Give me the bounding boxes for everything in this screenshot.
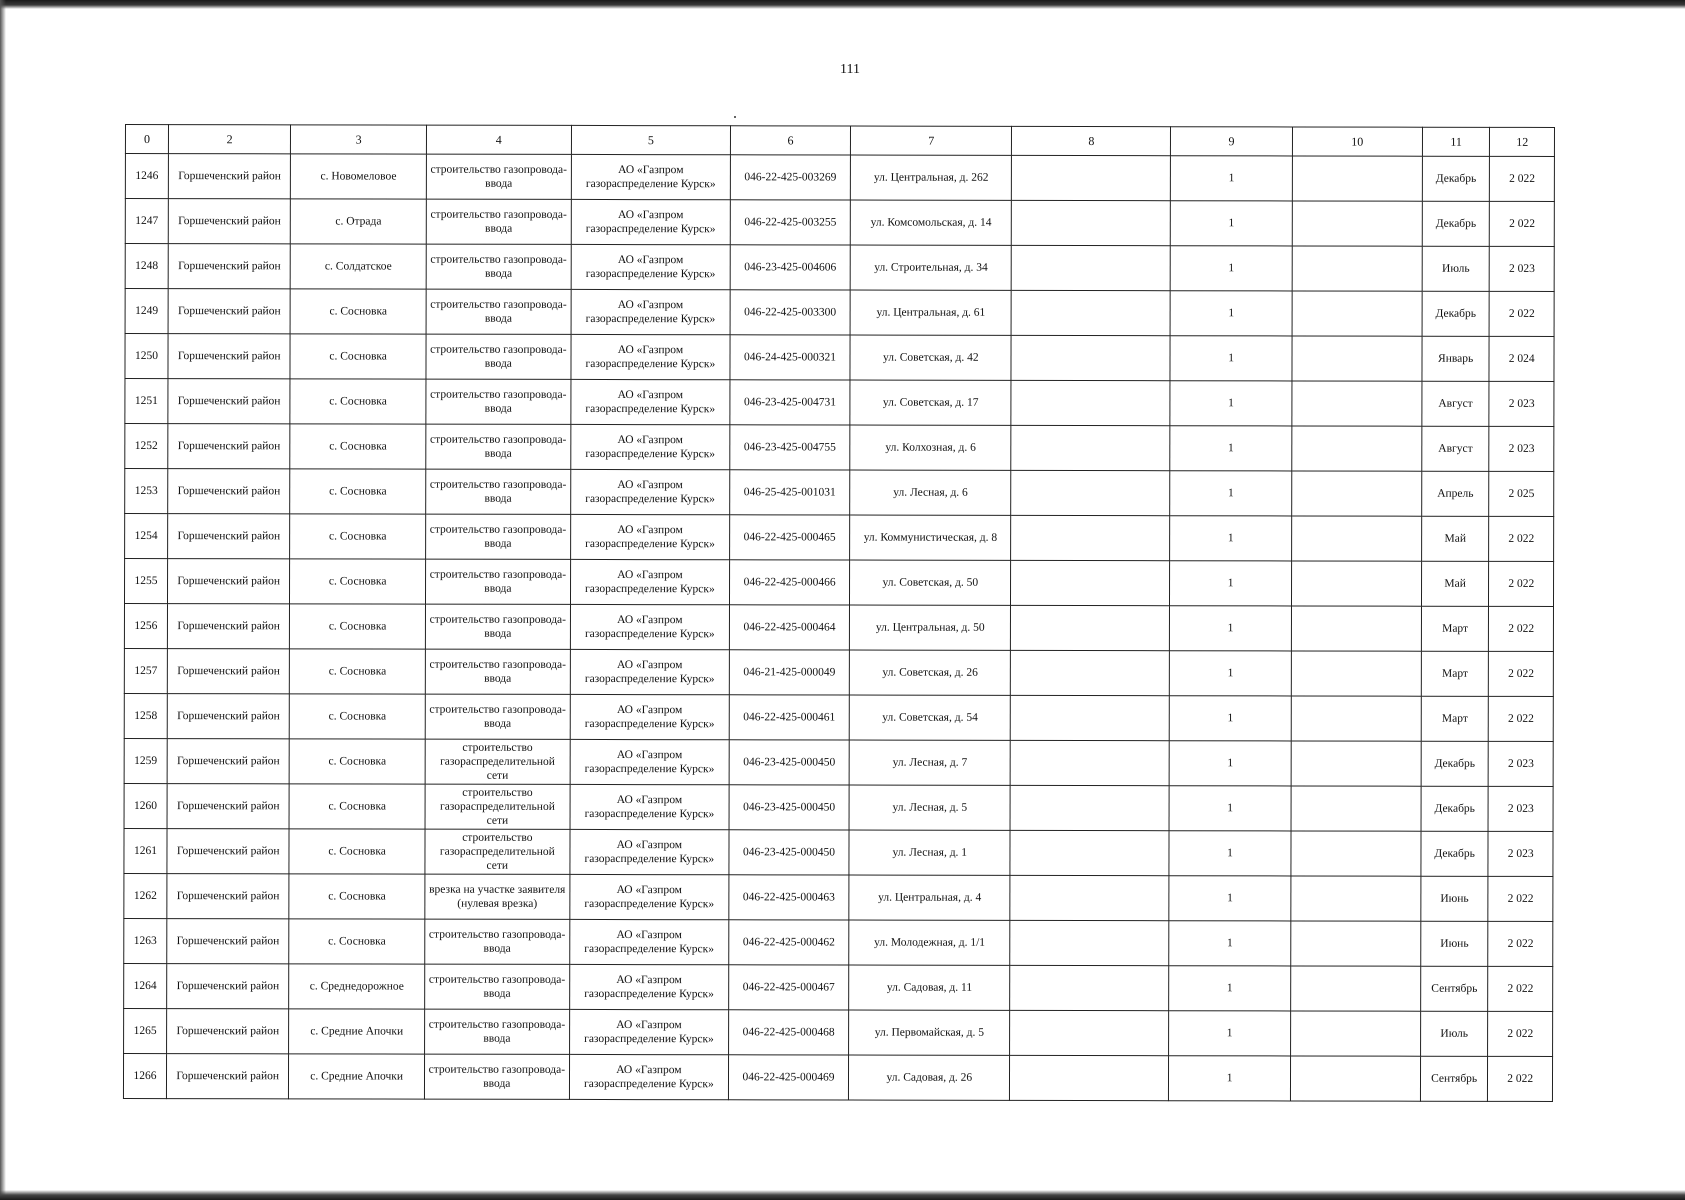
work-type-cell: строительство газопровода-ввода [424, 1054, 569, 1099]
quantity-cell: 1 [1170, 291, 1292, 336]
quantity-cell: 1 [1171, 156, 1293, 201]
district-cell: Горшеченский район [168, 289, 291, 334]
registry-code-cell: 046-21-425-000049 [729, 650, 849, 695]
column-10-cell [1291, 876, 1421, 921]
month-cell: Март [1421, 651, 1489, 696]
header-cell: 8 [1012, 126, 1171, 155]
header-cell: 3 [291, 125, 426, 154]
organization-cell: АО «Газпром газораспределение Курск» [570, 514, 729, 559]
row-number-cell: 1255 [124, 559, 167, 604]
organization-cell: АО «Газпром газораспределение Курск» [570, 784, 729, 829]
quantity-cell: 1 [1170, 426, 1292, 471]
scan-edge-bottom [0, 1190, 1685, 1200]
year-cell: 2 022 [1488, 876, 1553, 921]
address-cell: ул. Центральная, д. 262 [851, 155, 1012, 200]
column-10-cell [1291, 606, 1421, 651]
scan-edge-top [0, 0, 1685, 9]
row-number-cell: 1257 [124, 648, 167, 693]
year-cell: 2 022 [1488, 1056, 1553, 1101]
table-row [125, 334, 1554, 382]
month-cell: Август [1422, 426, 1490, 471]
quantity-cell: 1 [1170, 516, 1292, 561]
address-cell: ул. Лесная, д. 7 [849, 740, 1010, 785]
organization-cell: АО «Газпром газораспределение Курск» [570, 694, 729, 739]
organization-cell: АО «Газпром газораспределение Курск» [571, 289, 730, 334]
column-10-cell [1291, 786, 1421, 831]
district-cell: Горшеченский район [168, 154, 291, 199]
year-cell: 2 022 [1489, 516, 1554, 561]
year-cell: 2 023 [1488, 831, 1553, 876]
registry-code-cell: 046-22-425-000467 [729, 965, 849, 1010]
register-body [123, 154, 1554, 1102]
row-number-cell: 1259 [124, 738, 167, 783]
month-cell: Июнь [1421, 921, 1489, 966]
header-cell: 6 [730, 126, 850, 155]
year-cell: 2 022 [1490, 156, 1555, 201]
year-cell: 2 025 [1489, 471, 1554, 516]
registry-code-cell: 046-24-425-000321 [730, 335, 850, 380]
organization-cell: АО «Газпром газораспределение Курск» [570, 559, 729, 604]
row-number-cell: 1247 [125, 199, 168, 244]
column-8-cell [1010, 1010, 1169, 1055]
organization-cell: АО «Газпром газораспределение Курск» [570, 829, 729, 874]
locality-cell: с. Сосновка [290, 649, 425, 694]
address-cell: ул. Центральная, д. 61 [850, 290, 1011, 335]
address-cell: ул. Колхозная, д. 6 [850, 425, 1011, 470]
year-cell: 2 024 [1489, 336, 1554, 381]
registry-code-cell: 046-22-425-003255 [730, 200, 850, 245]
locality-cell: с. Среднедорожное [289, 964, 424, 1009]
table-row [124, 1008, 1553, 1056]
column-8-cell [1011, 335, 1170, 380]
month-cell: Июнь [1421, 876, 1489, 921]
row-number-cell: 1249 [125, 289, 168, 334]
quantity-cell: 1 [1170, 696, 1292, 741]
work-type-cell: строительство газопровода-ввода [426, 379, 571, 424]
quantity-cell: 1 [1169, 1011, 1291, 1056]
registry-code-cell: 046-25-425-001031 [730, 470, 850, 515]
column-8-cell [1010, 920, 1169, 965]
column-10-cell [1290, 966, 1420, 1011]
header-cell: 11 [1422, 127, 1490, 156]
row-number-cell: 1266 [123, 1053, 166, 1098]
quantity-cell: 1 [1170, 651, 1292, 696]
locality-cell: с. Сосновка [291, 289, 426, 334]
district-cell: Горшеченский район [167, 874, 290, 919]
column-10-cell [1291, 696, 1421, 741]
table-row [125, 469, 1554, 517]
year-cell: 2 022 [1489, 651, 1554, 696]
row-number-cell: 1254 [125, 514, 168, 559]
organization-cell: АО «Газпром газораспределение Курск» [571, 199, 730, 244]
work-type-cell: строительство газораспределительной сети [425, 784, 570, 829]
work-type-cell: строительство газопровода-ввода [425, 604, 570, 649]
year-cell: 2 023 [1489, 381, 1554, 426]
header-cell: 9 [1171, 127, 1292, 156]
year-cell: 2 022 [1489, 606, 1554, 651]
header-cell: 7 [851, 126, 1012, 155]
quantity-cell: 1 [1169, 786, 1291, 831]
month-cell: Март [1421, 696, 1489, 741]
month-cell: Декабрь [1421, 741, 1489, 786]
header-cell: 12 [1490, 127, 1555, 156]
district-cell: Горшеченский район [167, 829, 290, 874]
locality-cell: с. Сосновка [289, 919, 424, 964]
month-cell: Декабрь [1422, 201, 1490, 246]
work-type-cell: строительство газопровода-ввода [426, 289, 571, 334]
locality-cell: с. Сосновка [290, 739, 425, 784]
year-cell: 2 022 [1488, 921, 1553, 966]
organization-cell: АО «Газпром газораспределение Курск» [571, 379, 730, 424]
locality-cell: с. Сосновка [289, 784, 424, 829]
table-row [125, 379, 1554, 427]
table-row [125, 244, 1554, 292]
month-cell: Сентябрь [1420, 1056, 1488, 1101]
registry-code-cell: 046-22-425-000461 [729, 695, 849, 740]
registry-code-cell: 046-22-425-000468 [728, 1010, 848, 1055]
registry-code-cell: 046-23-425-004755 [730, 425, 850, 470]
locality-cell: с. Сосновка [290, 469, 425, 514]
year-cell: 2 022 [1490, 201, 1555, 246]
district-cell: Горшеченский район [168, 244, 291, 289]
row-number-cell: 1248 [125, 244, 168, 289]
locality-cell: с. Новомеловое [291, 154, 426, 199]
column-8-cell [1010, 1055, 1169, 1100]
month-cell: Январь [1422, 336, 1490, 381]
work-type-cell: строительство газопровода-ввода [426, 334, 571, 379]
registry-code-cell: 046-22-425-003300 [730, 290, 850, 335]
month-cell: Декабрь [1422, 291, 1490, 336]
row-number-cell: 1250 [125, 334, 168, 379]
row-number-cell: 1251 [125, 379, 168, 424]
column-8-cell [1011, 425, 1170, 470]
registry-code-cell: 046-22-425-000464 [729, 605, 849, 650]
column-8-cell [1011, 695, 1170, 740]
district-cell: Горшеченский район [167, 649, 290, 694]
table-row [124, 604, 1553, 652]
organization-cell: АО «Газпром газораспределение Курск» [571, 334, 730, 379]
address-cell: ул. Лесная, д. 6 [850, 470, 1011, 515]
quantity-cell: 1 [1170, 336, 1292, 381]
month-cell: Август [1422, 381, 1490, 426]
table-row [124, 648, 1553, 696]
district-cell: Горшеченский район [168, 334, 291, 379]
header-row [125, 125, 1554, 157]
registry-code-cell: 046-22-425-000462 [729, 920, 849, 965]
district-cell: Горшеченский район [167, 559, 290, 604]
organization-cell: АО «Газпром газораспределение Курск» [570, 604, 729, 649]
address-cell: ул. Советская, д. 42 [850, 335, 1011, 380]
table-row [125, 289, 1554, 337]
organization-cell: АО «Газпром газораспределение Курск» [571, 424, 730, 469]
quantity-cell: 1 [1171, 201, 1293, 246]
address-cell: ул. Садовая, д. 11 [849, 965, 1010, 1010]
page-number: 111 [840, 62, 860, 77]
year-cell: 2 022 [1490, 291, 1555, 336]
month-cell: Март [1421, 606, 1489, 651]
work-type-cell: строительство газопровода-ввода [426, 199, 571, 244]
locality-cell: с. Сосновка [290, 604, 425, 649]
table-row [124, 783, 1553, 831]
district-cell: Горшеченский район [167, 964, 290, 1009]
year-cell: 2 023 [1489, 426, 1554, 471]
locality-cell: с. Сосновка [290, 514, 425, 559]
locality-cell: с. Сосновка [290, 694, 425, 739]
table-row [124, 828, 1553, 876]
organization-cell: АО «Газпром газораспределение Курск» [569, 1054, 728, 1099]
register-table [123, 124, 1555, 1102]
header-cell: 4 [426, 125, 571, 154]
organization-cell: АО «Газпром газораспределение Курск» [570, 964, 729, 1009]
quantity-cell: 1 [1170, 381, 1292, 426]
work-type-cell: врезка на участке заявителя (нулевая врезка) [425, 874, 570, 919]
work-type-cell: строительство газопровода-ввода [425, 559, 570, 604]
locality-cell: с. Средние Апочки [289, 1009, 424, 1054]
header-cell: 2 [168, 125, 291, 154]
work-type-cell: строительство газопровода-ввода [424, 1009, 569, 1054]
month-cell: Декабрь [1421, 786, 1489, 831]
quantity-cell: 1 [1169, 1056, 1291, 1101]
column-10-cell [1292, 201, 1422, 246]
organization-cell: АО «Газпром газораспределение Курск» [571, 469, 730, 514]
district-cell: Горшеченский район [166, 1054, 289, 1099]
table-row [125, 514, 1554, 562]
district-cell: Горшеченский район [167, 784, 290, 829]
column-8-cell [1011, 470, 1170, 515]
registry-code-cell: 046-23-425-000450 [729, 830, 849, 875]
registry-code-cell: 046-22-425-000463 [729, 875, 849, 920]
column-10-cell [1292, 426, 1422, 471]
table-row [125, 154, 1554, 202]
table-row [124, 918, 1553, 966]
quantity-cell: 1 [1169, 921, 1291, 966]
work-type-cell: строительство газопровода-ввода [424, 964, 569, 1009]
column-8-cell [1010, 965, 1169, 1010]
work-type-cell: строительство газопровода-ввода [426, 469, 571, 514]
header-cell: 0 [125, 125, 168, 154]
quantity-cell: 1 [1169, 876, 1291, 921]
quantity-cell: 1 [1169, 966, 1291, 1011]
quantity-cell: 1 [1171, 246, 1293, 291]
column-10-cell [1291, 921, 1421, 966]
work-type-cell: строительство газораспределительной сети [425, 739, 570, 784]
row-number-cell: 1265 [124, 1008, 167, 1053]
locality-cell: с. Сосновка [290, 334, 425, 379]
address-cell: ул. Центральная, д. 50 [850, 605, 1011, 650]
column-8-cell [1010, 875, 1169, 920]
month-cell: Май [1421, 516, 1489, 561]
table-row [123, 1053, 1552, 1101]
work-type-cell: строительство газопровода-ввода [425, 919, 570, 964]
organization-cell: АО «Газпром газораспределение Курск» [570, 919, 729, 964]
address-cell: ул. Первомайская, д. 5 [849, 1010, 1010, 1055]
column-10-cell [1291, 516, 1421, 561]
column-8-cell [1012, 245, 1171, 290]
table-row [125, 199, 1554, 247]
organization-cell: АО «Газпром газораспределение Курск» [571, 244, 730, 289]
address-cell: ул. Советская, д. 54 [849, 695, 1010, 740]
year-cell: 2 022 [1488, 966, 1553, 1011]
address-cell: ул. Лесная, д. 5 [849, 785, 1010, 830]
column-8-cell [1011, 605, 1170, 650]
district-cell: Горшеченский район [167, 739, 290, 784]
district-cell: Горшеченский район [167, 919, 290, 964]
column-8-cell [1011, 650, 1170, 695]
work-type-cell: строительство газопровода-ввода [425, 694, 570, 739]
column-8-cell [1010, 830, 1169, 875]
month-cell: Апрель [1421, 471, 1489, 516]
address-cell: ул. Молодежная, д. 1/1 [849, 920, 1010, 965]
district-cell: Горшеченский район [167, 1009, 290, 1054]
header-cell: 10 [1292, 127, 1422, 156]
district-cell: Горшеченский район [167, 604, 290, 649]
column-10-cell [1290, 1056, 1420, 1101]
row-number-cell: 1264 [124, 963, 167, 1008]
organization-cell: АО «Газпром газораспределение Курск» [569, 1009, 728, 1054]
table-row [124, 963, 1553, 1011]
registry-code-cell: 046-22-425-000466 [729, 560, 849, 605]
registry-code-cell: 046-23-425-004606 [730, 245, 850, 290]
quantity-cell: 1 [1170, 471, 1292, 516]
column-10-cell [1292, 156, 1422, 201]
work-type-cell: строительство газопровода-ввода [425, 514, 570, 559]
district-cell: Горшеченский район [168, 379, 291, 424]
row-number-cell: 1253 [125, 469, 168, 514]
month-cell: Сентябрь [1420, 966, 1488, 1011]
address-cell: ул. Центральная, д. 4 [849, 875, 1010, 920]
quantity-cell: 1 [1169, 831, 1291, 876]
locality-cell: с. Сосновка [289, 874, 424, 919]
scan-edge-left [0, 0, 6, 1200]
registry-code-cell: 046-23-425-000450 [729, 740, 849, 785]
row-number-cell: 1262 [124, 873, 167, 918]
table-row [124, 873, 1553, 921]
column-8-cell [1011, 290, 1170, 335]
table-row [125, 424, 1554, 472]
column-8-cell [1010, 785, 1169, 830]
registry-code-cell: 046-22-425-000469 [728, 1055, 848, 1100]
registry-code-cell: 046-22-425-003269 [730, 155, 850, 200]
address-cell: ул. Лесная, д. 1 [849, 830, 1010, 875]
column-8-cell [1011, 380, 1170, 425]
column-10-cell [1292, 291, 1422, 336]
table-row [124, 559, 1553, 607]
year-cell: 2 022 [1488, 1011, 1553, 1056]
column-8-cell [1011, 560, 1170, 605]
registry-code-cell: 046-22-425-000465 [729, 515, 849, 560]
month-cell: Июль [1420, 1011, 1488, 1056]
district-cell: Горшеченский район [168, 469, 291, 514]
column-8-cell [1010, 740, 1169, 785]
row-number-cell: 1246 [125, 154, 168, 199]
column-10-cell [1291, 741, 1421, 786]
row-number-cell: 1256 [124, 604, 167, 649]
row-number-cell: 1261 [124, 828, 167, 873]
column-10-cell [1291, 651, 1421, 696]
quantity-cell: 1 [1170, 561, 1292, 606]
row-number-cell: 1260 [124, 783, 167, 828]
address-cell: ул. Комсомольская, д. 14 [850, 200, 1011, 245]
locality-cell: с. Солдатское [291, 244, 426, 289]
row-number-cell: 1252 [125, 424, 168, 469]
address-cell: ул. Советская, д. 50 [850, 560, 1011, 605]
column-10-cell [1291, 471, 1421, 516]
column-10-cell [1291, 831, 1421, 876]
year-cell: 2 022 [1489, 561, 1554, 606]
column-10-cell [1292, 381, 1422, 426]
table-row [124, 738, 1553, 786]
table-row [124, 693, 1553, 741]
address-cell: ул. Строительная, д. 34 [850, 245, 1011, 290]
district-cell: Горшеченский район [167, 694, 290, 739]
address-cell: ул. Советская, д. 17 [850, 380, 1011, 425]
year-cell: 2 022 [1489, 696, 1554, 741]
district-cell: Горшеченский район [168, 424, 291, 469]
column-10-cell [1292, 336, 1422, 381]
row-number-cell: 1263 [124, 918, 167, 963]
organization-cell: АО «Газпром газораспределение Курск» [570, 874, 729, 919]
column-8-cell [1011, 515, 1170, 560]
month-cell: Декабрь [1421, 831, 1489, 876]
month-cell: Июль [1422, 246, 1490, 291]
column-8-cell [1012, 200, 1171, 245]
address-cell: ул. Советская, д. 26 [850, 650, 1011, 695]
column-10-cell [1290, 1011, 1420, 1056]
month-cell: Декабрь [1422, 156, 1490, 201]
registry-code-cell: 046-23-425-000450 [729, 785, 849, 830]
year-cell: 2 023 [1489, 741, 1554, 786]
organization-cell: АО «Газпром газораспределение Курск» [570, 739, 729, 784]
district-cell: Горшеченский район [168, 514, 291, 559]
month-cell: Май [1421, 561, 1489, 606]
year-cell: 2 023 [1490, 246, 1555, 291]
work-type-cell: строительство газопровода-ввода [426, 244, 571, 289]
address-cell: ул. Садовая, д. 26 [849, 1055, 1010, 1100]
district-cell: Горшеченский район [168, 199, 291, 244]
quantity-cell: 1 [1170, 606, 1292, 651]
locality-cell: с. Отрада [291, 199, 426, 244]
quantity-cell: 1 [1170, 741, 1292, 786]
column-8-cell [1012, 155, 1171, 200]
column-10-cell [1291, 561, 1421, 606]
locality-cell: с. Сосновка [290, 424, 425, 469]
organization-cell: АО «Газпром газораспределение Курск» [571, 154, 730, 199]
work-type-cell: строительство газопровода-ввода [426, 154, 571, 199]
address-cell: ул. Коммунистическая, д. 8 [850, 515, 1011, 560]
header-cell: 5 [571, 125, 730, 154]
locality-cell: с. Сосновка [290, 559, 425, 604]
year-cell: 2 023 [1489, 786, 1554, 831]
locality-cell: с. Сосновка [289, 829, 424, 874]
column-10-cell [1292, 246, 1422, 291]
organization-cell: АО «Газпром газораспределение Курск» [570, 649, 729, 694]
scan-speck [734, 116, 736, 118]
work-type-cell: строительство газораспределительной сети [425, 829, 570, 874]
work-type-cell: строительство газопровода-ввода [425, 649, 570, 694]
locality-cell: с. Средние Апочки [289, 1054, 424, 1099]
locality-cell: с. Сосновка [290, 379, 425, 424]
work-type-cell: строительство газопровода-ввода [426, 424, 571, 469]
registry-code-cell: 046-23-425-004731 [730, 380, 850, 425]
row-number-cell: 1258 [124, 693, 167, 738]
